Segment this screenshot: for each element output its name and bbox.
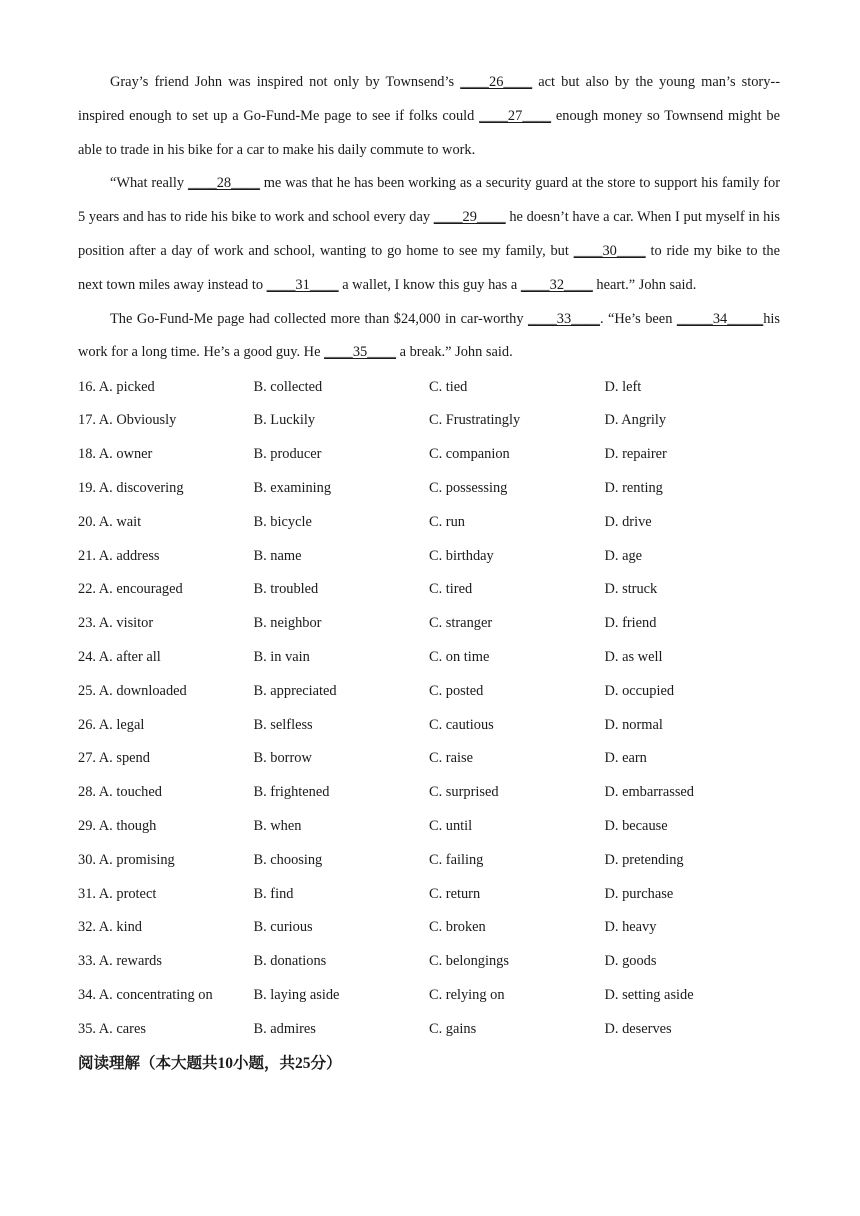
passage-text: heart.” John said.	[592, 276, 697, 293]
option-d: D. age	[604, 547, 643, 564]
option-b: B. donations	[253, 953, 327, 970]
question-19-options	[78, 472, 780, 506]
option-a: 29. A. though	[78, 817, 157, 834]
option-b: B. in vain	[253, 648, 310, 665]
option-c: C. birthday	[429, 547, 494, 564]
blank-27: ____27____	[479, 107, 552, 124]
option-d: D. struck	[604, 581, 658, 598]
option-d: D. goods	[604, 953, 657, 970]
passage-text: a wallet, I know this guy has a	[338, 276, 521, 293]
option-c: C. failing	[429, 851, 484, 868]
option-a: 24. A. after all	[78, 648, 161, 665]
passage-text: to ride my bike to the next town miles away instead to	[78, 242, 781, 293]
option-a: 32. A. kind	[78, 919, 142, 936]
option-d: D. left	[604, 378, 642, 395]
question-31-options	[78, 877, 780, 911]
option-a: 25. A. downloaded	[78, 682, 187, 699]
option-c: C. run	[429, 513, 465, 530]
option-b: B. admires	[253, 1020, 316, 1037]
question-27-options	[78, 742, 780, 776]
option-b: B. selfless	[253, 716, 313, 733]
question-16-options	[78, 370, 780, 404]
option-d: D. because	[604, 817, 668, 834]
option-d: D. repairer	[604, 446, 667, 463]
question-21-options	[78, 539, 780, 573]
option-d: D. friend	[604, 615, 657, 632]
option-d: D. occupied	[604, 682, 675, 699]
option-b: B. when	[253, 817, 302, 834]
option-d: D. Angrily	[604, 412, 667, 429]
option-a: 33. A. rewards	[78, 953, 162, 970]
option-b: B. curious	[253, 919, 313, 936]
document-page	[78, 66, 780, 1079]
question-34-options	[78, 979, 780, 1013]
question-30-options	[78, 843, 780, 877]
option-a: 19. A. discovering	[78, 479, 184, 496]
option-b: B. troubled	[253, 581, 319, 598]
option-c: C. stranger	[429, 615, 493, 632]
passage-text: The Go-Fund-Me page had collected more than $24,000 in car-worthy	[110, 310, 528, 327]
section-question-count: 10	[217, 1055, 234, 1073]
section-heading-text: 分）	[310, 1054, 342, 1073]
blank-28: ____28____	[187, 175, 260, 192]
option-c: C. surprised	[429, 784, 499, 801]
option-c: C. on time	[429, 648, 490, 665]
passage-text: he doesn’t have a car. When I put myself in his position after a day of work and school, wanting to go home to see my family, but	[78, 209, 780, 259]
option-c: C. tied	[429, 378, 468, 395]
passage-text: “What really	[110, 175, 188, 192]
option-d: D. drive	[604, 513, 652, 530]
option-a: 35. A. cares	[78, 1020, 146, 1037]
passage-paragraph-2	[78, 167, 780, 302]
option-c: C. relying on	[429, 986, 505, 1003]
passage-text: . “He’s been	[599, 310, 677, 327]
option-b: B. Luckily	[253, 412, 316, 429]
option-c: C. return	[429, 885, 481, 902]
passage-paragraph-1	[78, 66, 780, 167]
blank-33: ____33____	[527, 310, 600, 327]
option-d: D. purchase	[604, 885, 674, 902]
passage-text: Gray’s friend John was inspired not only by Townsend’s	[110, 74, 461, 90]
option-c: C. belongings	[429, 953, 509, 970]
question-35-options	[78, 1012, 780, 1046]
question-18-options	[78, 438, 780, 472]
option-a: 23. A. visitor	[78, 615, 154, 632]
option-d: D. deserves	[604, 1020, 672, 1037]
option-a: 26. A. legal	[78, 716, 145, 733]
question-20-options	[78, 505, 780, 539]
option-c: C. raise	[429, 750, 473, 767]
option-c: C. broken	[429, 919, 486, 936]
question-23-options	[78, 607, 780, 641]
option-d: D. earn	[604, 750, 647, 767]
option-c: C. Frustratingly	[429, 412, 521, 429]
option-b: B. neighbor	[253, 615, 322, 632]
option-d: D. renting	[604, 479, 663, 496]
blank-32: ____32____	[520, 276, 593, 293]
option-d: D. embarrassed	[604, 784, 695, 801]
question-25-options	[78, 674, 780, 708]
option-c: C. possessing	[429, 479, 508, 496]
option-b: B. collected	[253, 378, 323, 395]
option-a: 30. A. promising	[78, 851, 175, 868]
option-a: 22. A. encouraged	[78, 581, 183, 598]
answer-options-list	[78, 370, 780, 1046]
option-c: C. companion	[429, 446, 510, 463]
option-c: C. until	[429, 817, 473, 834]
passage-text: a break.” John said.	[396, 344, 513, 361]
option-a: 21. A. address	[78, 547, 160, 564]
option-d: D. as well	[604, 648, 663, 665]
passage-text: act but also by the young man’s story--inspired enough to set up a Go-Fund-Me page to see if folks could	[78, 74, 781, 124]
blank-34: _____34_____	[676, 310, 764, 327]
option-c: C. gains	[429, 1020, 477, 1037]
passage-paragraph-3	[78, 303, 780, 371]
option-a: 27. A. spend	[78, 750, 150, 767]
option-b: B. name	[253, 547, 302, 564]
question-28-options	[78, 776, 780, 810]
option-b: B. producer	[253, 446, 322, 463]
blank-31: ____31____	[266, 276, 339, 293]
passage-text: enough money so Townsend might be able to trade in his bike for a car to make his daily commute to work.	[78, 107, 780, 158]
passage-text: me was that he has been working as a security guard at the store to support his family for 5 years and has to ride his bike to work and school every day	[78, 175, 780, 226]
option-b: B. find	[253, 885, 294, 902]
option-b: B. choosing	[253, 851, 323, 868]
option-b: B. frightened	[253, 784, 330, 801]
question-24-options	[78, 641, 780, 675]
option-b: B. bicycle	[253, 513, 312, 530]
question-29-options	[78, 810, 780, 844]
blank-26: ____26____	[460, 74, 533, 90]
passage-text: his work for a long time. He’s a good guy. He	[78, 310, 780, 361]
option-c: C. tired	[429, 581, 473, 598]
option-a: 31. A. protect	[78, 885, 157, 902]
section-heading-text: 阅读理解（本大题共	[78, 1054, 218, 1073]
option-d: D. heavy	[604, 919, 657, 936]
option-a: 17. A. Obviously	[78, 412, 177, 429]
question-32-options	[78, 911, 780, 945]
option-b: B. examining	[253, 479, 332, 496]
question-26-options	[78, 708, 780, 742]
option-a: 28. A. touched	[78, 784, 162, 801]
blank-35: ____35____	[324, 344, 397, 361]
option-b: B. laying aside	[253, 986, 340, 1003]
option-c: C. cautious	[429, 716, 494, 733]
question-17-options	[78, 404, 780, 438]
option-b: B. borrow	[253, 750, 312, 767]
option-b: B. appreciated	[253, 682, 337, 699]
blank-29: ____29____	[433, 209, 506, 226]
section-heading-text: 小题，共	[233, 1054, 296, 1073]
option-a: 20. A. wait	[78, 513, 142, 530]
option-d: D. pretending	[604, 851, 684, 868]
section-heading	[78, 1048, 780, 1079]
option-d: D. normal	[604, 716, 663, 733]
option-d: D. setting aside	[604, 986, 694, 1003]
option-c: C. posted	[429, 682, 484, 699]
blank-30: ____30____	[573, 242, 646, 259]
option-a: 34. A. concentrating on	[78, 986, 213, 1003]
option-a: 16. A. picked	[78, 378, 155, 395]
question-22-options	[78, 573, 780, 607]
section-score: 25	[295, 1055, 311, 1073]
option-a: 18. A. owner	[78, 446, 153, 463]
question-33-options	[78, 945, 780, 979]
